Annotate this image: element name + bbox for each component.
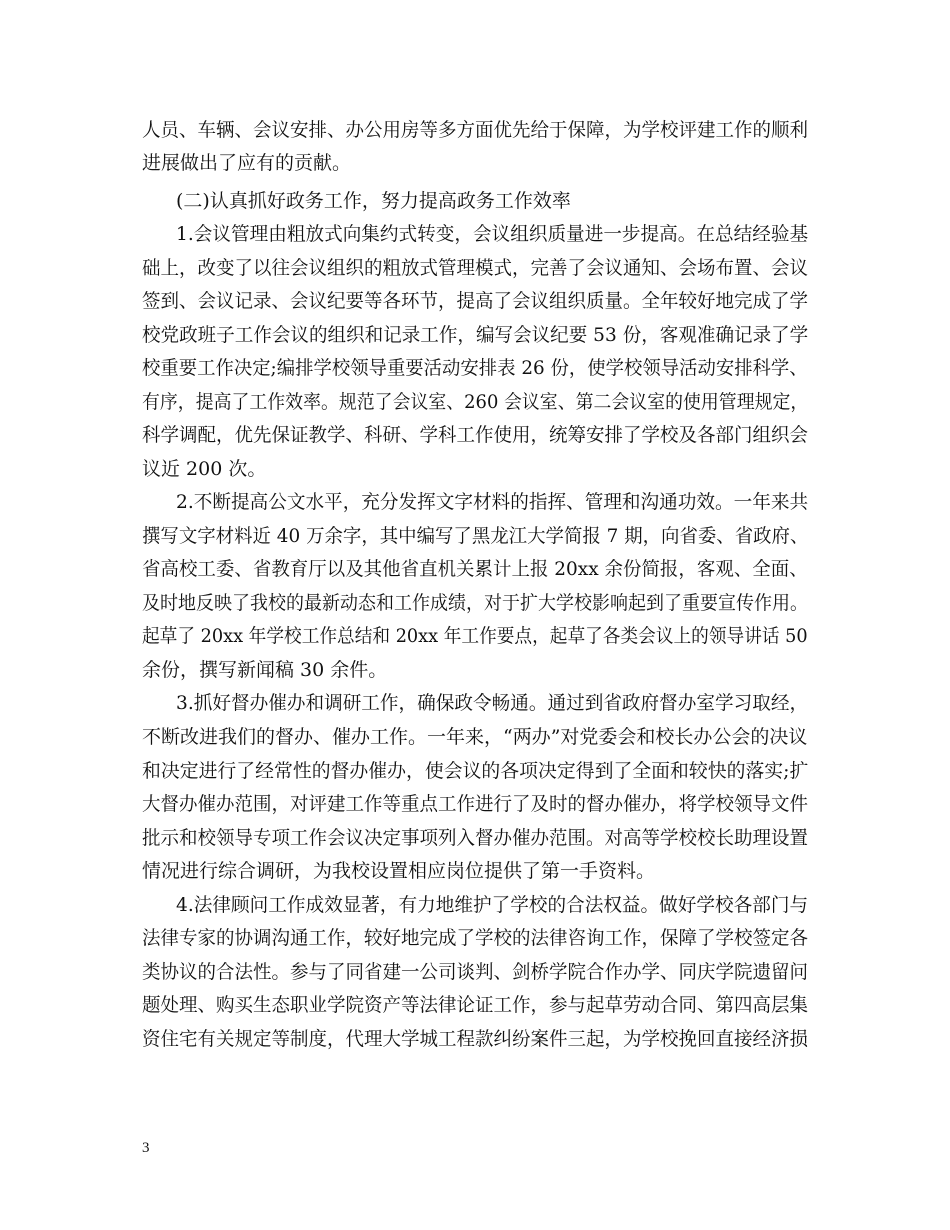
text-line: 情况进行综合调研，为我校设置相应岗位提供了第一手资料。: [142, 860, 656, 882]
text-line: 撰写文字材料近 40 万余字，其中编写了黑龙江大学简报 7 期，向省委、省政府、: [142, 525, 809, 547]
page-number: 3: [142, 1140, 150, 1156]
text-line: 大督办催办范围，对评建工作等重点工作进行了及时的督办催办，将学校领导文件: [142, 793, 809, 815]
text-line: 础上，改变了以往会议组织的粗放式管理模式，完善了会议通知、会场布置、会议: [142, 257, 809, 279]
text-line: 批示和校领导专项工作会议决定事项列入督办催办范围。对高等学校校长助理设置: [142, 827, 809, 849]
paragraph-first-line: 4.法律顾问工作成效显著，有力地维护了学校的合法权益。做好学校各部门与: [176, 894, 809, 916]
paragraph-first-line: 1.会议管理由粗放式向集约式转变，会议组织质量进一步提高。在总结经验基: [176, 223, 809, 245]
text-line: 校重要工作决定;编排学校领导重要活动安排表 26 份，使学校领导活动安排科学、: [142, 357, 808, 379]
paragraph-first-line: 3.抓好督办催办和调研工作，确保政令畅通。通过到省政府督办室学习取经，: [176, 692, 809, 714]
text-line: 校党政班子工作会议的组织和记录工作，编写会议纪要 53 份，客观准确记录了学: [142, 324, 809, 346]
text-line: 省高校工委、省教育厅以及其他省直机关累计上报 20xx 余份简报，客观、全面、: [142, 558, 808, 580]
text-line: 进展做出了应有的贡献。: [142, 152, 352, 174]
paragraph-first-line: (二)认真抓好政务工作，努力提高政务工作效率: [176, 190, 571, 212]
text-line: 及时地反映了我校的最新动态和工作成绩，对于扩大学校影响起到了重要宣传作用。: [142, 592, 809, 614]
text-line: 资住宅有关规定等制度，代理大学城工程款纠纷案件三起，为学校挽回直接经济损: [142, 1028, 809, 1050]
paragraph-first-line: 2.不断提高公文水平，充分发挥文字材料的指挥、管理和沟通功效。一年来共: [176, 491, 809, 513]
text-line: 不断改进我们的督办、催办工作。一年来，“两办”对党委会和校长办公会的决议: [142, 726, 808, 748]
text-line: 议近 200 次。: [142, 458, 267, 480]
text-line: 科学调配，优先保证教学、科研、学科工作使用，统筹安排了学校及各部门组织会: [142, 424, 809, 446]
text-line: 法律专家的协调沟通工作，较好地完成了学校的法律咨询工作，保障了学校签定各: [142, 927, 809, 949]
text-line: 签到、会议记录、会议纪要等各环节，提高了会议组织质量。全年较好地完成了学: [142, 290, 809, 312]
text-line: 题处理、购买生态职业学院资产等法律论证工作，参与起草劳动合同、第四高层集: [142, 994, 809, 1016]
text-line: 余份，撰写新闻稿 30 余件。: [142, 659, 388, 681]
text-line: 和决定进行了经常性的督办催办，使会议的各项决定得到了全面和较快的落实;扩: [142, 760, 809, 782]
text-line: 类协议的合法性。参与了同省建一公司谈判、剑桥学院合作办学、同庆学院遗留问: [142, 961, 809, 983]
text-line: 人员、车辆、会议安排、办公用房等多方面优先给于保障，为学校评建工作的顺利: [142, 119, 809, 141]
text-line: 有序，提高了工作效率。规范了会议室、260 会议室、第二会议室的使用管理规定，: [142, 391, 809, 413]
text-line: 起草了 20xx 年学校工作总结和 20xx 年工作要点，起草了各类会议上的领导讲话 50: [142, 625, 808, 647]
